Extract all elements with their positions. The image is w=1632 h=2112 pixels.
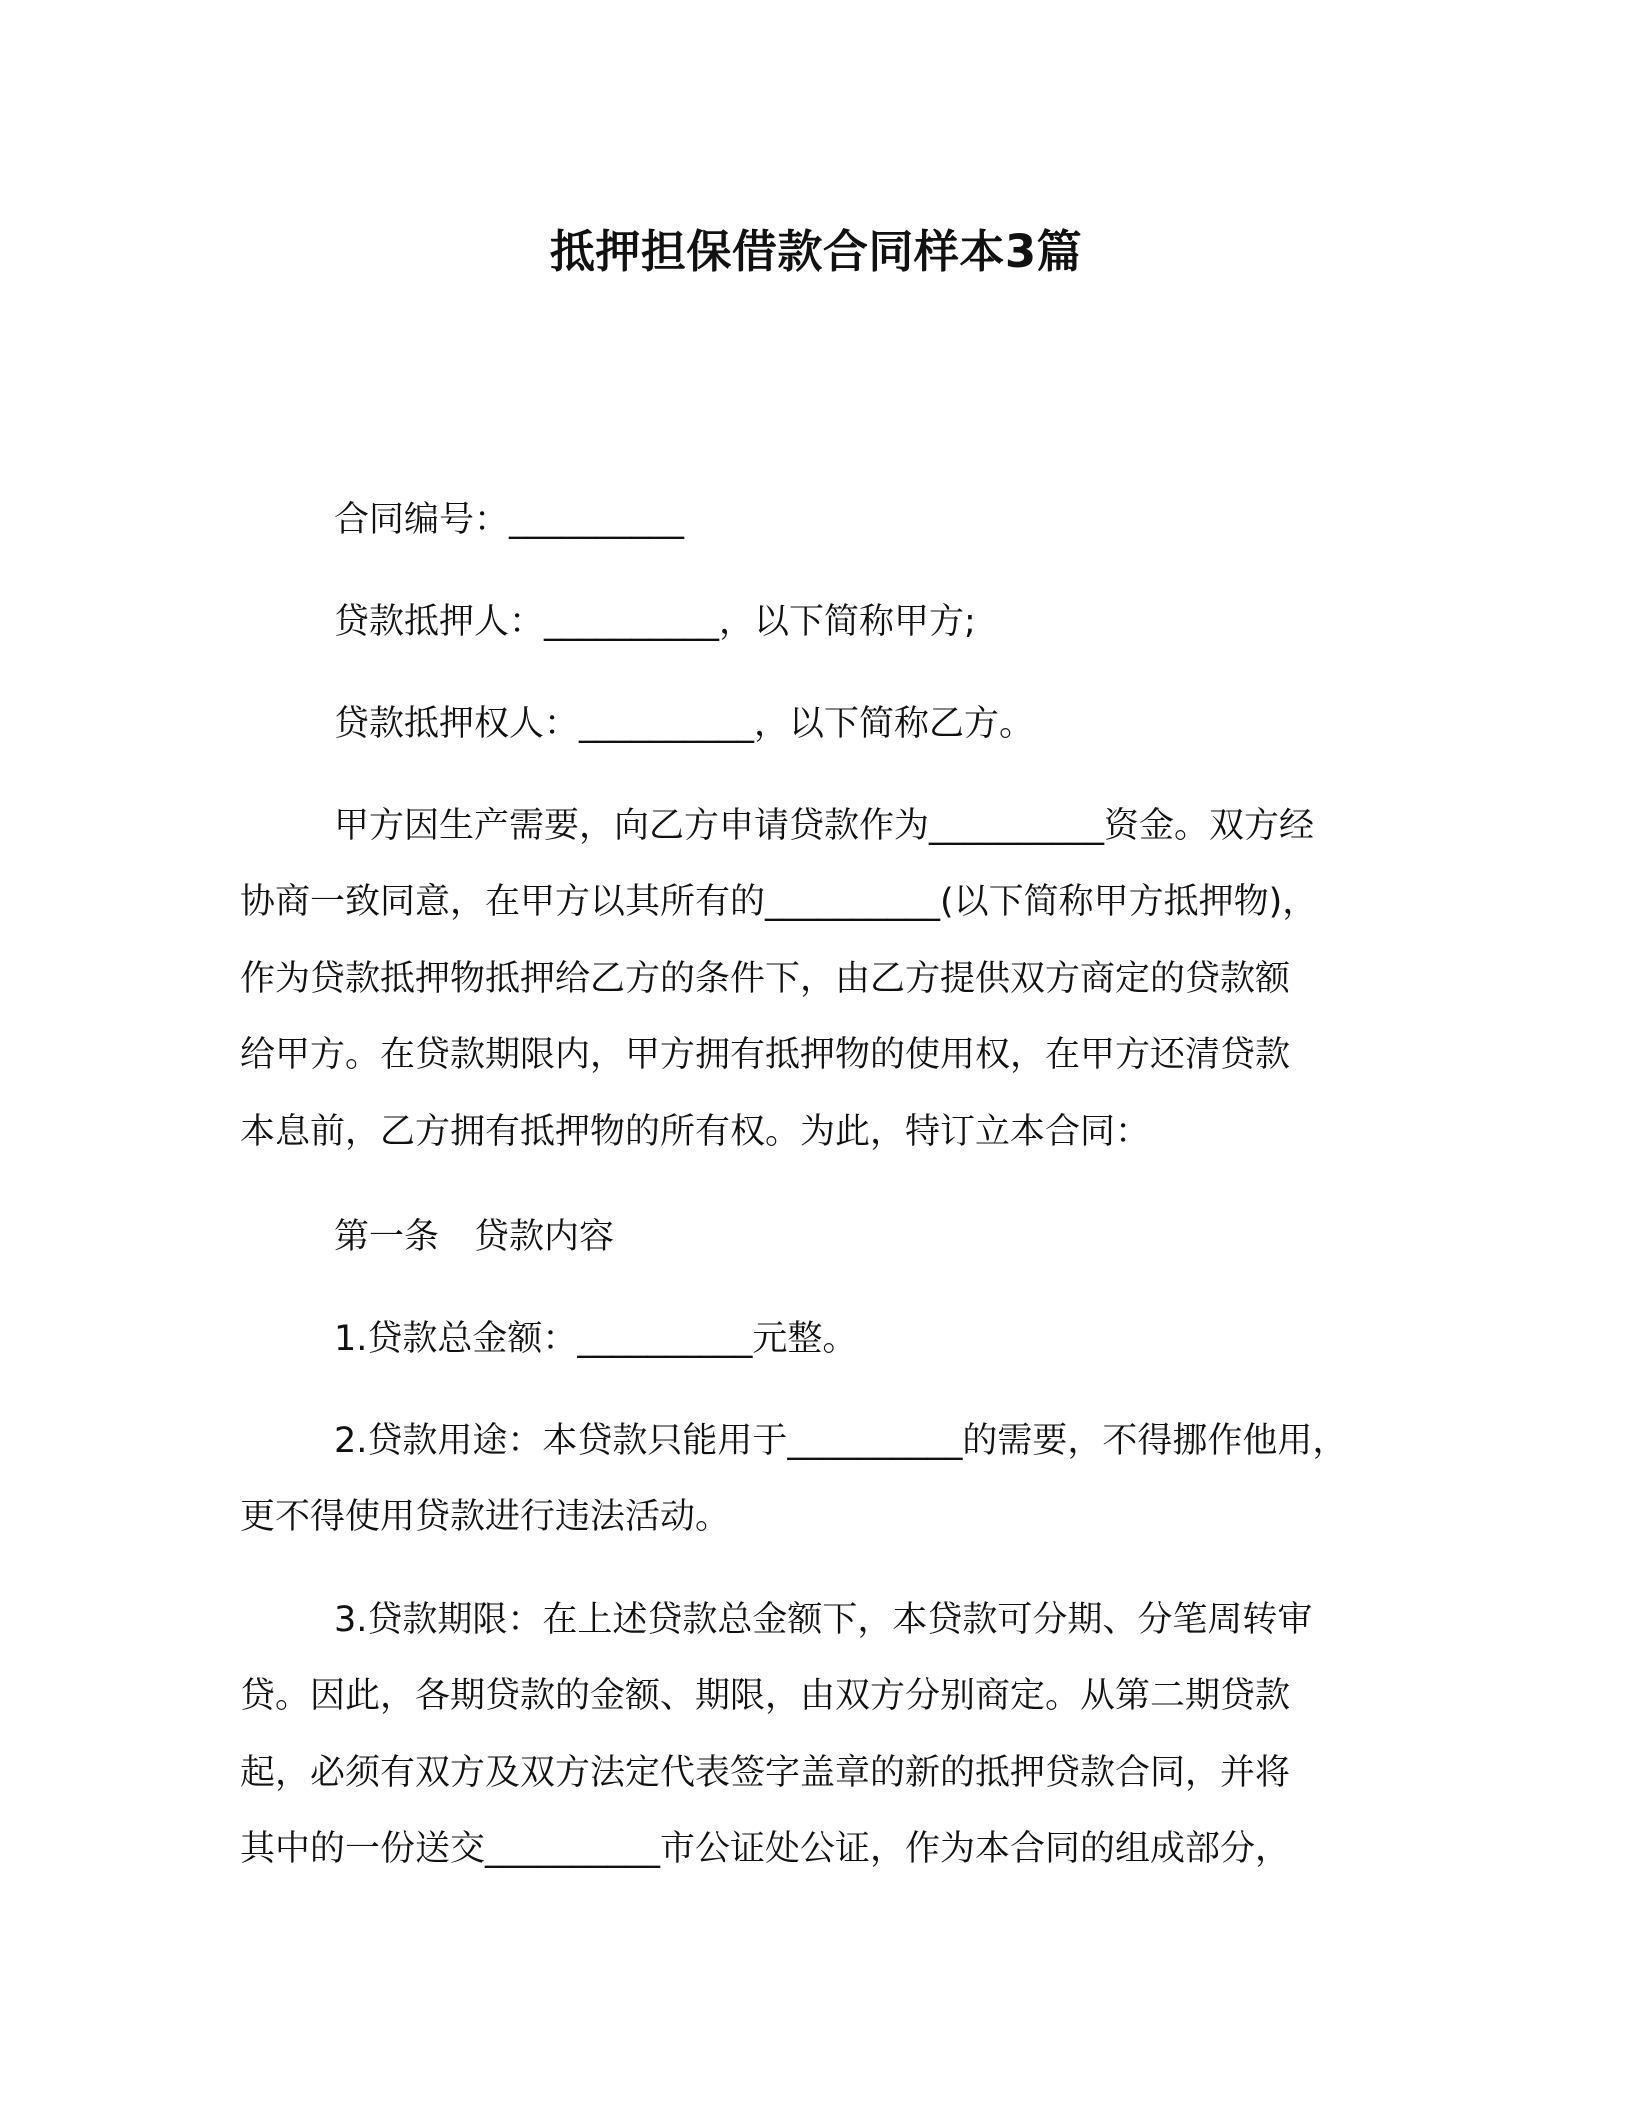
document-title: 抵押担保借款合同样本3篇	[549, 225, 1083, 278]
intro-line-4: 给甲方。在贷款期限内，甲方拥有抵押物的使用权，在甲方还清贷款	[240, 1035, 1291, 1075]
item-2-line-1: 2.贷款用途：本贷款只能用于__________的需要，不得挪作他用，	[334, 1421, 1348, 1461]
item-2-line-2: 更不得使用贷款进行违法活动。	[240, 1497, 731, 1537]
article-1-heading: 第一条 贷款内容	[334, 1217, 615, 1257]
intro-line-1: 甲方因生产需要，向乙方申请贷款作为__________资金。双方经	[334, 806, 1315, 846]
item-1-line: 1.贷款总金额：__________元整。	[334, 1319, 858, 1359]
item-3-line-1: 3.贷款期限：在上述贷款总金额下，本贷款可分期、分笔周转审	[334, 1600, 1313, 1640]
intro-line-3: 作为贷款抵押物抵押给乙方的条件下，由乙方提供双方商定的贷款额	[240, 959, 1291, 999]
intro-line-5: 本息前，乙方拥有抵押物的所有权。为此，特订立本合同：	[240, 1112, 1151, 1152]
item-3-line-4: 其中的一份送交__________市公证处公证，作为本合同的组成部分，	[240, 1829, 1291, 1869]
mortgagor-line: 贷款抵押人：__________，以下简称甲方;	[334, 602, 976, 642]
contract-number-line: 合同编号：__________	[334, 500, 685, 540]
intro-line-2: 协商一致同意，在甲方以其所有的__________(以下简称甲方抵押物)，	[240, 882, 1318, 922]
mortgagee-line: 贷款抵押权人：__________，以下简称乙方。	[334, 704, 1035, 744]
item-3-line-3: 起，必须有双方及双方法定代表签字盖章的新的抵押贷款合同，并将	[240, 1753, 1291, 1793]
item-3-line-2: 贷。因此，各期贷款的金额、期限，由双方分别商定。从第二期贷款	[240, 1676, 1291, 1716]
